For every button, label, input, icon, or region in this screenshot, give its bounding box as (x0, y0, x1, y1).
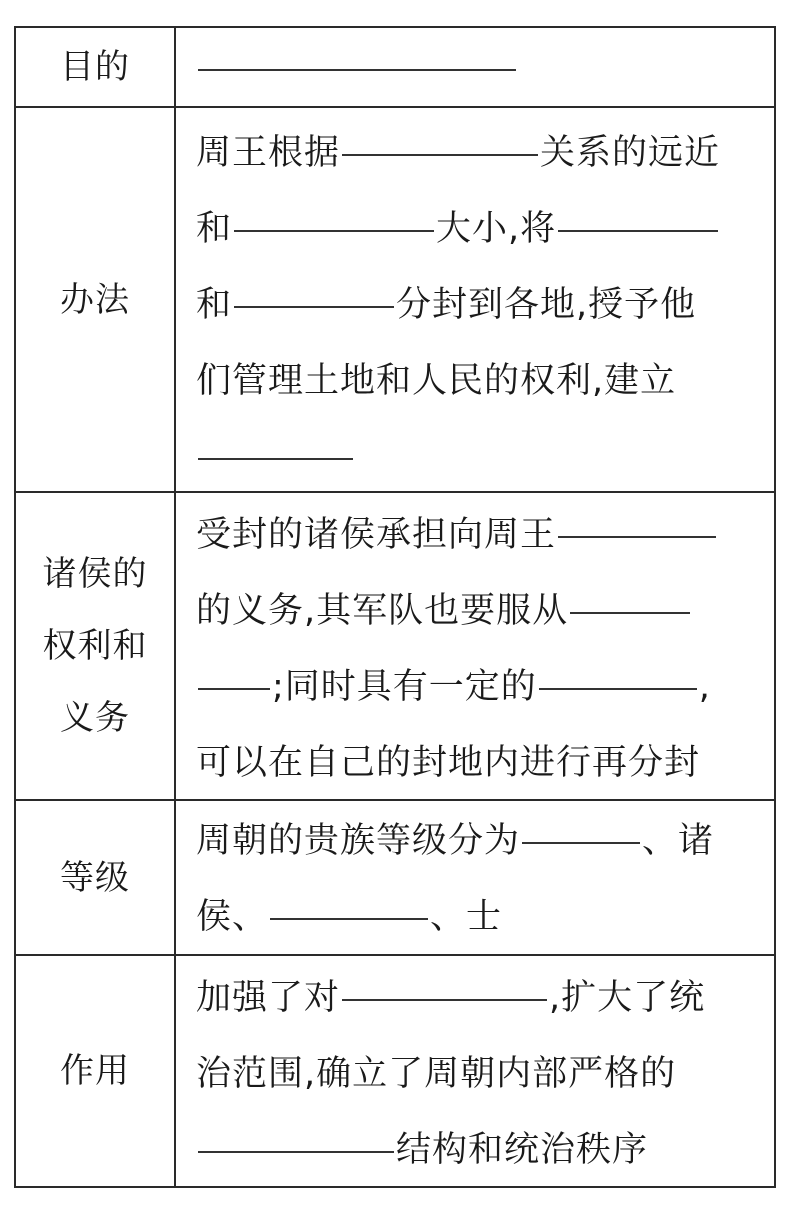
answer-blank[interactable] (198, 1121, 394, 1153)
text-line: 的义务,其军队也要服从 (196, 573, 756, 649)
row-label-ranks: 等级 (60, 857, 130, 898)
text-line: 周王根据 关系的远近 (196, 115, 756, 191)
text-line: 治范围,确立了周朝内部严格的 (196, 1054, 677, 1094)
answer-blank[interactable] (270, 888, 428, 920)
answer-blank[interactable] (558, 200, 718, 232)
text-line: 们管理土地和人民的权利,建立 (196, 361, 677, 401)
answer-blank[interactable] (570, 582, 690, 614)
answer-blank[interactable] (234, 276, 394, 308)
text-line: 周朝的贵族等级分为 、诸 (196, 803, 756, 879)
answer-blank[interactable] (234, 200, 434, 232)
text-line: 和 大小,将 (196, 191, 756, 267)
content-cell (176, 108, 774, 491)
row-label-purpose: 目的 (60, 47, 130, 87)
answer-blank[interactable] (558, 506, 716, 538)
text-line: ;同时具有一定的 , (196, 649, 756, 725)
fill-in-table (14, 26, 776, 1188)
content-cell (176, 956, 774, 1186)
text-line (196, 419, 756, 495)
answer-blank[interactable] (342, 124, 538, 156)
text-line: 受封的诸侯承担向周王 (196, 497, 756, 573)
row-label-rights-duties: 诸侯的 权利和 义务 (42, 554, 148, 738)
text-line: 和 分封到各地,授予他 (196, 267, 756, 343)
table-row-ranks (16, 801, 774, 956)
content-cell (176, 493, 774, 799)
label-cell (16, 493, 176, 799)
answer-blank[interactable] (198, 658, 270, 690)
label-cell (16, 956, 176, 1186)
text-line: 可以在自己的封地内进行再分封 (196, 743, 701, 783)
answer-blank[interactable] (522, 812, 640, 844)
label-cell (16, 28, 176, 106)
label-cell (16, 801, 176, 954)
row-label-method: 办法 (60, 279, 130, 320)
answer-blank[interactable] (198, 428, 353, 460)
table-row-rights-duties (16, 493, 774, 801)
answer-blank[interactable] (539, 658, 697, 690)
table-row-effect (16, 956, 774, 1186)
text-line: 侯、 、士 (196, 879, 756, 955)
table-row-method (16, 108, 774, 493)
row-label-effect: 作用 (60, 1051, 130, 1091)
text-line: 加强了对 ,扩大了统 (196, 960, 756, 1036)
content-cell (176, 801, 774, 954)
answer-blank[interactable] (198, 39, 516, 71)
table-row-purpose (16, 28, 774, 108)
text-line: 结构和统治秩序 (196, 1112, 756, 1188)
content-cell (176, 28, 774, 106)
label-cell (16, 108, 176, 491)
answer-blank[interactable] (342, 969, 547, 1001)
